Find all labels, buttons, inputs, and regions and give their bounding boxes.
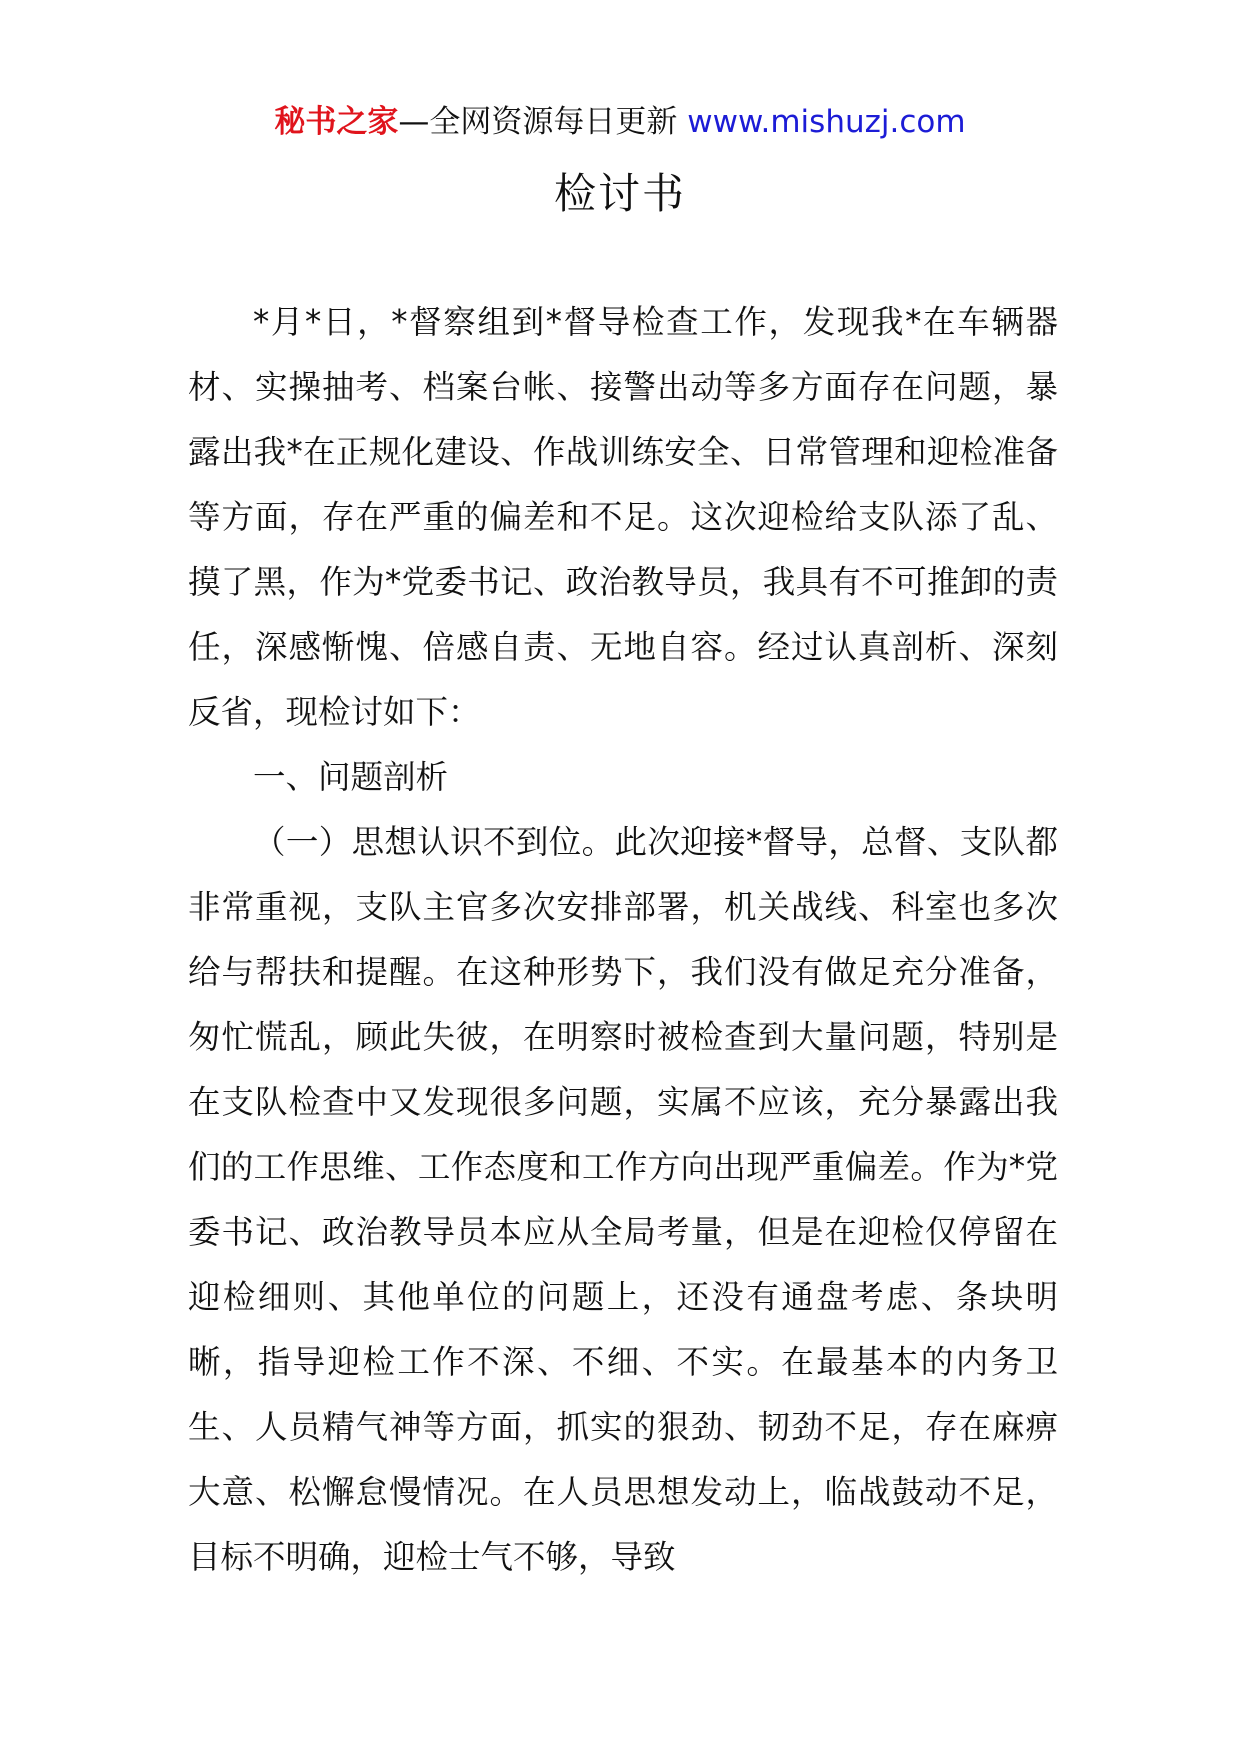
brand-name: 秘书之家 [274, 104, 399, 140]
section-heading: 一、问题剖析 [253, 758, 449, 796]
site-url-link[interactable]: www.mishuzj.com [687, 104, 966, 140]
header-banner [0, 100, 1240, 144]
header-slogan: —全网资源每日更新 [398, 104, 688, 140]
intro-paragraph: *月*日，*督察组到*督导检查工作，发现我*在车辆器材、实操抽考、档案台帐、接警出动等多方面存在问题，暴露出我*在正规化建设、作战训练安全、日常管理和迎检准备等方面，存在严重的偏差和不足。这次迎检给支队添了乱、摸了黑，作为*党委书记、政治教导员，我具有不可推卸的责任，深感惭愧、倍感自责、无地自容。经过认真剖析、深刻反省，现检讨如下： [188, 303, 1058, 731]
document-body [188, 290, 1058, 1590]
body-paragraph: （一）思想认识不到位。此次迎接*督导，总督、支队都非常重视，支队主官多次安排部署，机关战线、科室也多次给与帮扶和提醒。在这种形势下，我们没有做足充分准备，匆忙慌乱，顾此失彼，在明察时被检查到大量问题，特别是在支队检查中又发现很多问题，实属不应该，充分暴露出我们的工作思维、工作态度和工作方向出现严重偏差。作为*党委书记、政治教导员本应从全局考量，但是在迎检仅停留在迎检细则、其他单位的问题上，还没有通盘考虑、条块明晰，指导迎检工作不深、不细、不实。在最基本的内务卫生、人员精气神等方面，抓实的狠劲、韧劲不足，存在麻痹大意、松懈怠慢情况。在人员思想发动上，临战鼓动不足，目标不明确，迎检士气不够，导致 [188, 823, 1058, 1576]
page-title: 检讨书 [553, 169, 686, 218]
